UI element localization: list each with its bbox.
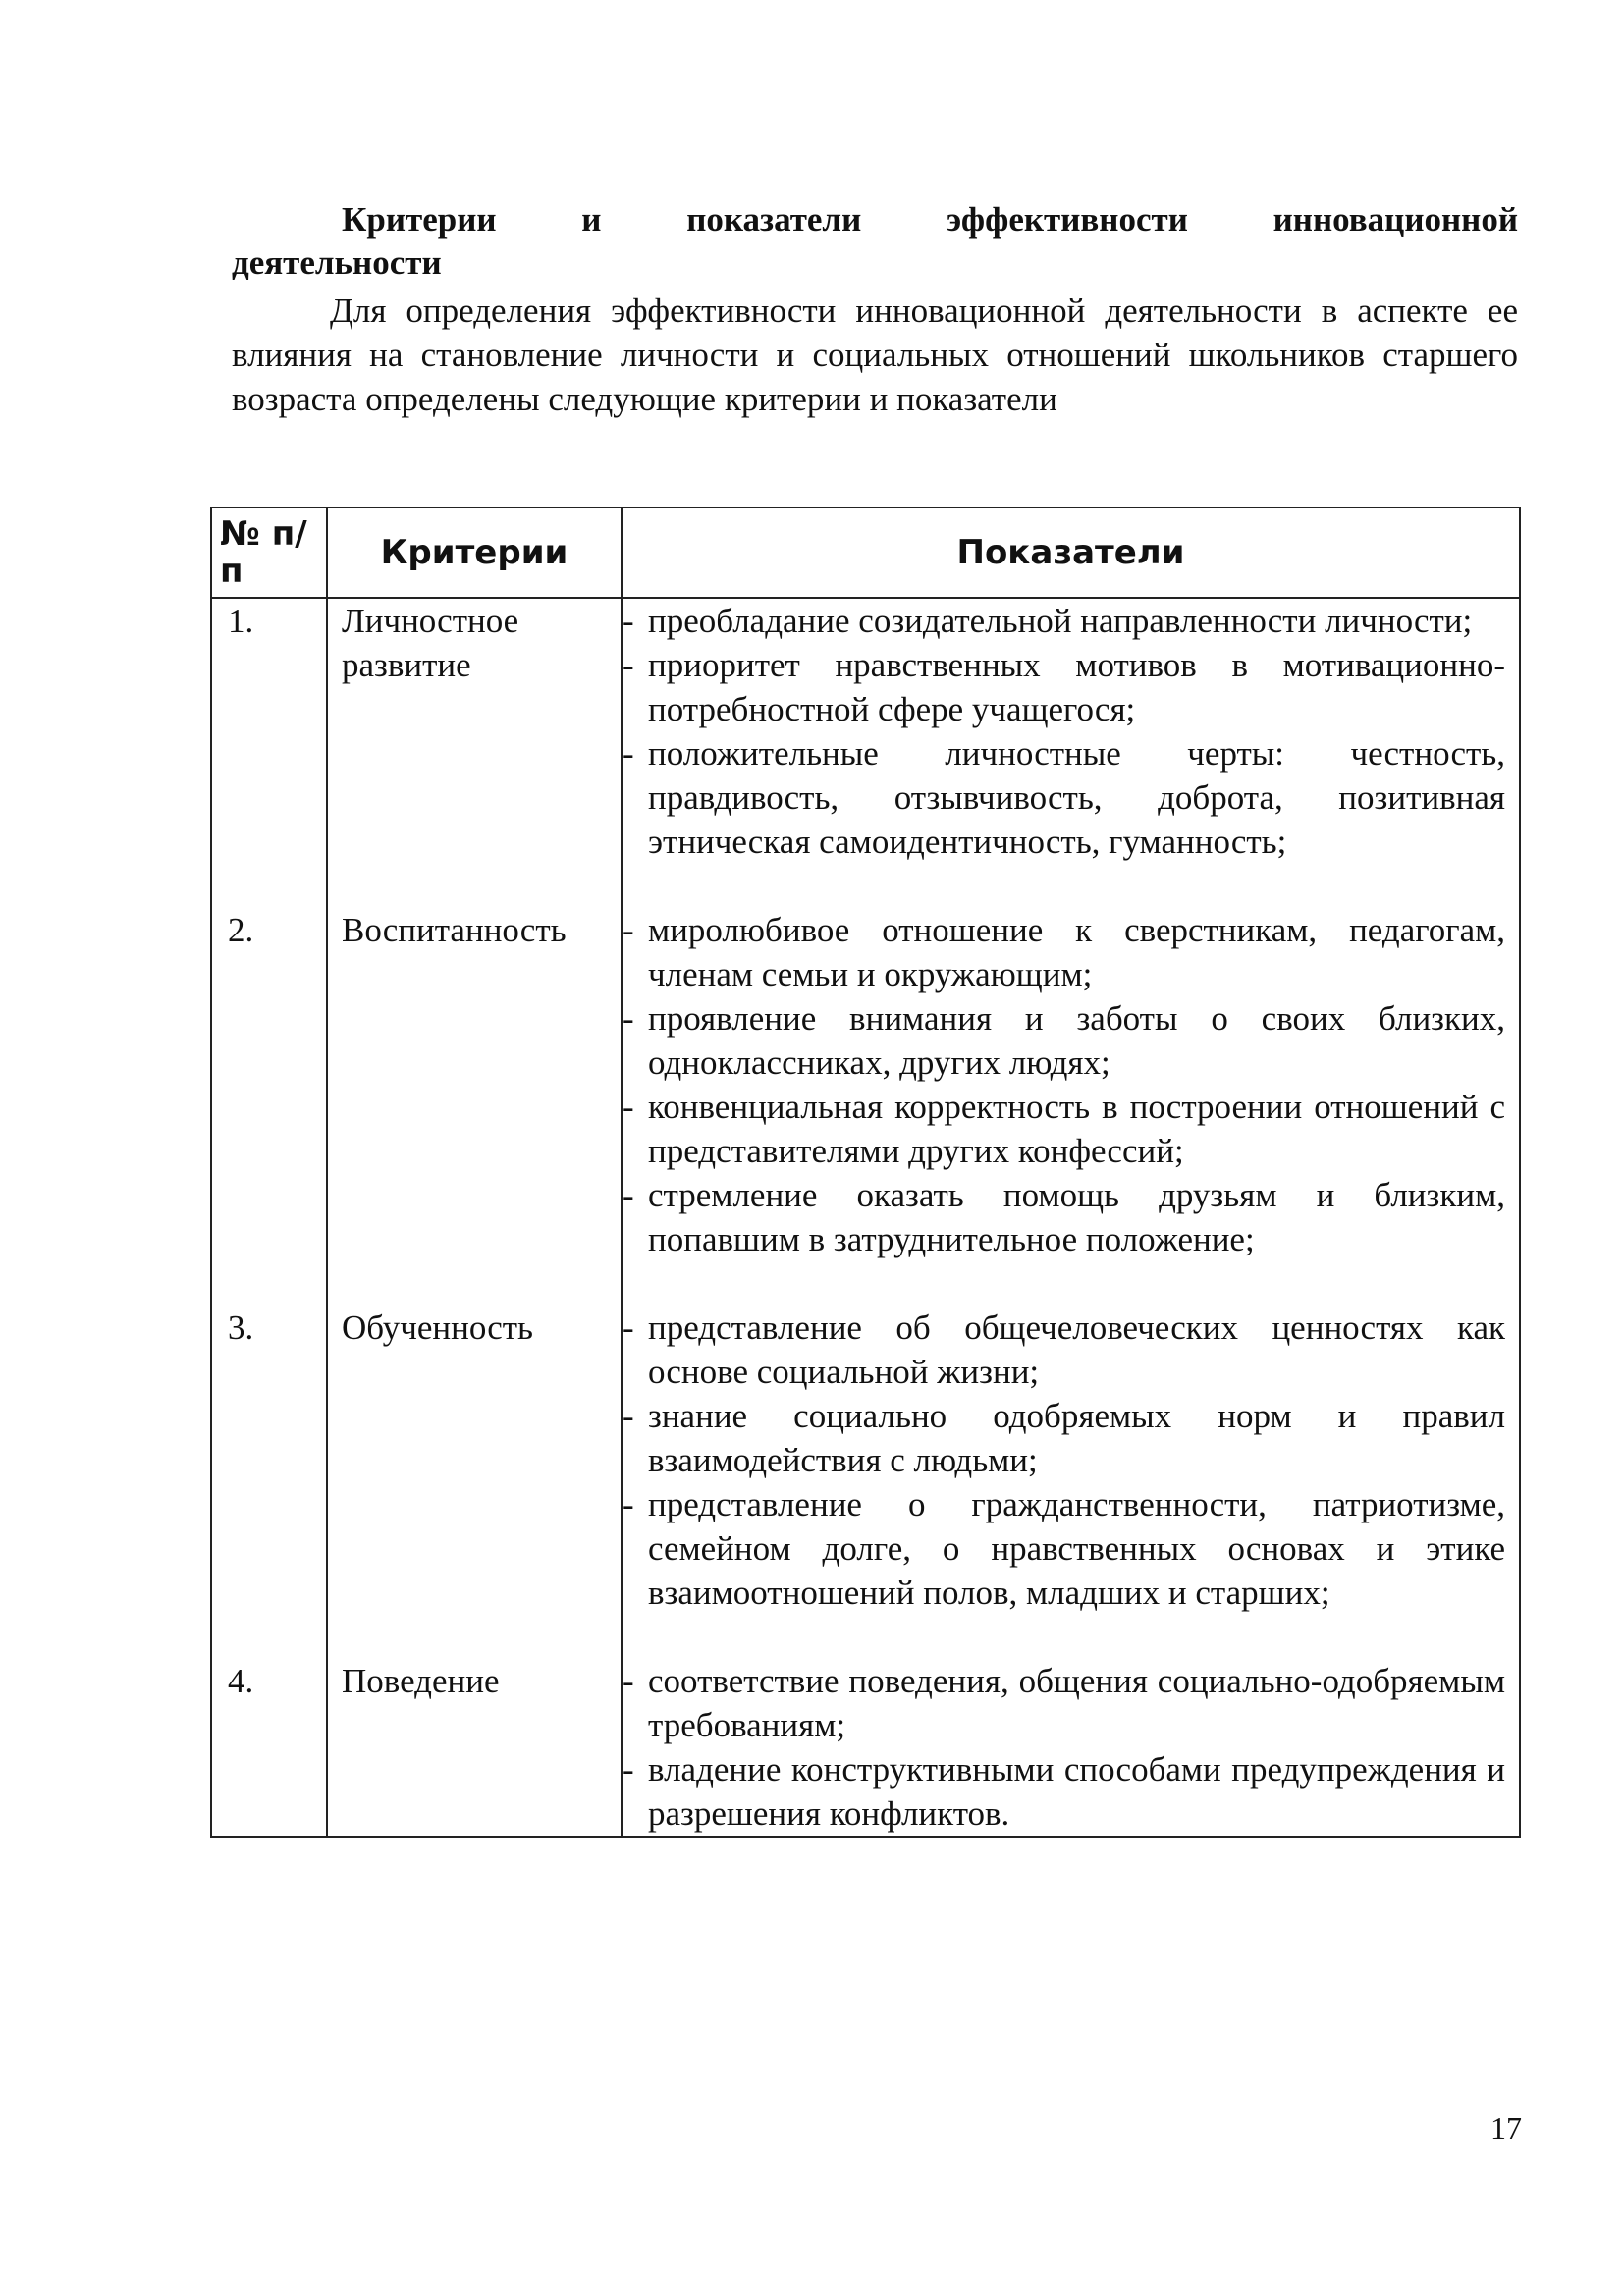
table-row (211, 908, 1520, 1306)
indicator-text: представление об общечеловеческих ценностях как основе социальной жизни; (648, 1308, 1505, 1391)
row-indicators (622, 908, 1520, 1306)
row-criterion: Личностное развитие (327, 598, 622, 908)
dash-marker: - (623, 999, 634, 1038)
row-number: 1. (211, 598, 327, 908)
row-criterion: Поведение (327, 1659, 622, 1837)
indicator-item (623, 1085, 1505, 1173)
indicator-item (623, 908, 1505, 996)
header-number: № п/п (211, 507, 327, 598)
indicator-item (623, 599, 1505, 643)
header-criteria: Критерии (327, 507, 622, 598)
indicator-item (623, 643, 1505, 731)
indicator-text: проявление внимания и заботы о своих близких, одноклассниках, других людях; (648, 999, 1505, 1082)
dash-marker: - (623, 1176, 634, 1214)
dash-marker: - (623, 1308, 634, 1347)
row-indicators (622, 1659, 1520, 1837)
row-number: 2. (211, 908, 327, 1306)
dash-marker: - (623, 734, 634, 773)
indicator-text: миролюбивое отношение к сверстникам, педагогам, членам семьи и окружающим; (648, 911, 1505, 993)
indicator-text: приоритет нравственных мотивов в мотивационно-потребностной сфере учащегося; (648, 646, 1505, 728)
dash-marker: - (623, 1750, 634, 1789)
indicator-item (623, 1482, 1505, 1615)
dash-marker: - (623, 602, 634, 640)
section-heading-line-1: Критерии и показатели эффективности инновационной (342, 200, 1518, 239)
indicator-item (623, 996, 1505, 1085)
dash-marker: - (623, 1662, 634, 1700)
table-row (211, 598, 1520, 908)
intro-paragraph: Для определения эффективности инновационной деятельности в аспекте ее влияния на становление личности и социальных отношений школьников старшего возраста определены следующие критерии и показатели (232, 292, 1518, 418)
indicator-item (623, 1394, 1505, 1482)
indicator-text: владение конструктивными способами предупреждения и разрешения конфликтов. (648, 1750, 1505, 1833)
dash-marker: - (623, 911, 634, 949)
indicator-item (623, 1173, 1505, 1261)
criteria-table (210, 507, 1521, 1838)
indicator-text: представление о гражданственности, патриотизме, семейном долге, о нравственных основах и этике взаимоотношений полов, младших и старших; (648, 1485, 1505, 1612)
row-indicators (622, 1306, 1520, 1659)
indicator-item (623, 731, 1505, 864)
indicator-text: знание социально одобряемых норм и правил взаимодействия с людьми; (648, 1397, 1505, 1479)
dash-marker: - (623, 1397, 634, 1435)
section-heading-line-2: деятельности (232, 243, 442, 282)
table-row (211, 1306, 1520, 1659)
row-number: 4. (211, 1659, 327, 1837)
indicator-text: положительные личностные черты: честность, правдивость, отзывчивость, доброта, позитивная этническая самоидентичность, гуманность; (648, 734, 1505, 861)
dash-marker: - (623, 646, 634, 684)
page-number: 17 (1490, 2110, 1522, 2146)
indicator-item (623, 1747, 1505, 1836)
dash-marker: - (623, 1485, 634, 1523)
indicator-item (623, 1659, 1505, 1747)
indicator-item (623, 1306, 1505, 1394)
table-header-row (211, 507, 1520, 598)
section-heading (232, 198, 1518, 285)
table-row (211, 1659, 1520, 1837)
row-number: 3. (211, 1306, 327, 1659)
row-criterion: Обученность (327, 1306, 622, 1659)
indicator-text: соответствие поведения, общения социально-одобряемым требованиям; (648, 1662, 1505, 1744)
dash-marker: - (623, 1088, 634, 1126)
row-indicators (622, 598, 1520, 908)
indicator-text: конвенциальная корректность в построении отношений с представителями других конфессий; (648, 1088, 1505, 1170)
indicator-text: стремление оказать помощь друзьям и близким, попавшим в затруднительное положение; (648, 1176, 1505, 1258)
header-indicators: Показатели (622, 507, 1520, 598)
row-criterion: Воспитанность (327, 908, 622, 1306)
indicator-text: преобладание созидательной направленности личности; (648, 602, 1473, 640)
